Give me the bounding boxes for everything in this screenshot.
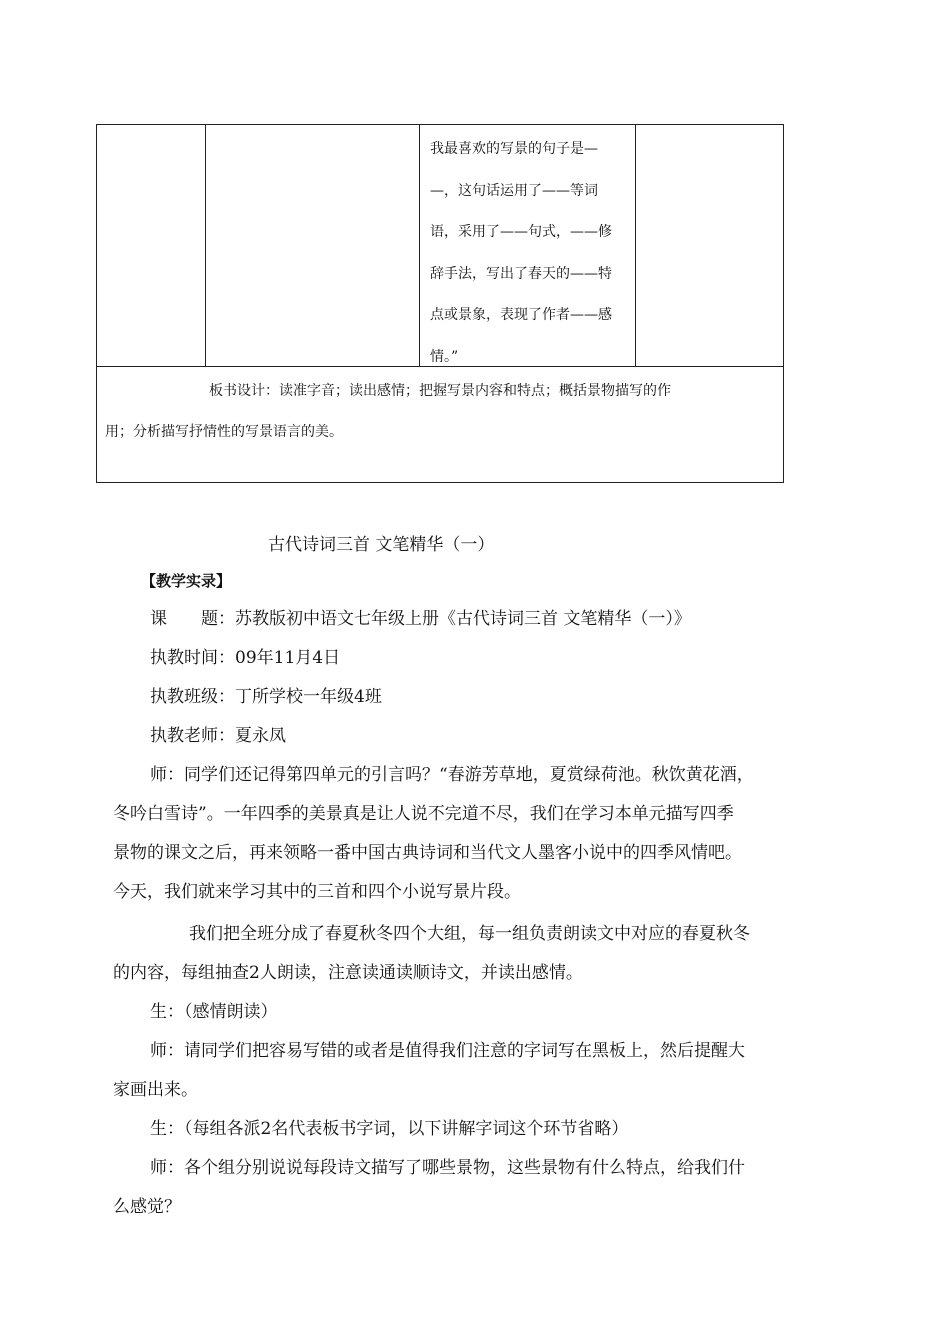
table-cell-sentence-template [420, 125, 636, 366]
paragraph-line: 我们把全班分成了春夏秋冬四个大组，每一组负责朗读文中对应的春夏秋冬 [189, 924, 750, 944]
cell-text-line: 点或景象，表现了作者——感 [430, 307, 612, 323]
paragraph-line: 么感觉？ [113, 1197, 181, 1217]
cell-text-line: 我最喜欢的写景的句子是— [430, 141, 598, 157]
paragraph-line: 冬吟白雪诗”。一年四季的美景真是让人说不完道不尽，我们在学习本单元描写四季 [113, 804, 734, 824]
meta-line: 执教班级：丁所学校一年级4班 [150, 687, 382, 707]
meta-line: 执教老师：夏永凤 [150, 726, 286, 746]
board-design-text: 用；分析描写抒情性的写景语言的美。 [105, 424, 343, 440]
paragraph-line: 生：（感情朗读） [150, 1002, 278, 1022]
lesson-table [96, 124, 784, 483]
board-design-row [97, 367, 783, 482]
board-design-text: 板书设计：读准字音；读出感情；把握写景内容和特点；概括景物描写的作 [209, 383, 671, 399]
paragraph-line: 今天，我们就来学习其中的三首和四个小说写景片段。 [113, 882, 521, 902]
cell-text-line: 情。” [430, 348, 459, 365]
paragraph-line: 师：同学们还记得第四单元的引言吗？“春游芳草地，夏赏绿荷池。秋饮黄花酒， [150, 765, 754, 785]
table-row [97, 125, 783, 367]
cell-text-line: —，这句话运用了——等词 [430, 182, 598, 199]
cell-text-line: 辞手法，写出了春天的——特 [430, 265, 612, 282]
paragraph-line: 生：（每组各派2名代表板书字词，以下讲解字词这个环节省略） [150, 1119, 629, 1139]
cell-text-line: 语，采用了——句式，——修 [430, 224, 612, 240]
paragraph-line: 师：请同学们把容易写错的或者是值得我们注意的字词写在黑板上，然后提醒大 [150, 1041, 745, 1061]
paragraph-line: 家画出来。 [113, 1080, 198, 1100]
meta-line: 执教时间：09年11月4日 [150, 648, 341, 668]
paragraph-line: 景物的课文之后，再来领略一番中国古典诗词和当代文人墨客小说中的四季风情吧。 [113, 843, 742, 863]
paragraph-line: 师：各个组分别说说每段诗文描写了哪些景物，这些景物有什么特点，给我们什 [150, 1158, 745, 1178]
table-cell-empty [97, 125, 206, 366]
lesson-record [113, 600, 833, 1227]
table-cell-empty [636, 125, 783, 366]
lesson-title: 古代诗词三首 文笔精华（一） [268, 535, 495, 555]
paragraph-line: 的内容，每组抽查2人朗读，注意读通读顺诗文，并读出感情。 [113, 963, 583, 983]
table-cell-empty [206, 125, 420, 366]
meta-line: 课 题：苏教版初中语文七年级上册《古代诗词三首 文笔精华（一）》 [150, 609, 691, 629]
section-heading: 【教学实录】 [141, 572, 232, 590]
